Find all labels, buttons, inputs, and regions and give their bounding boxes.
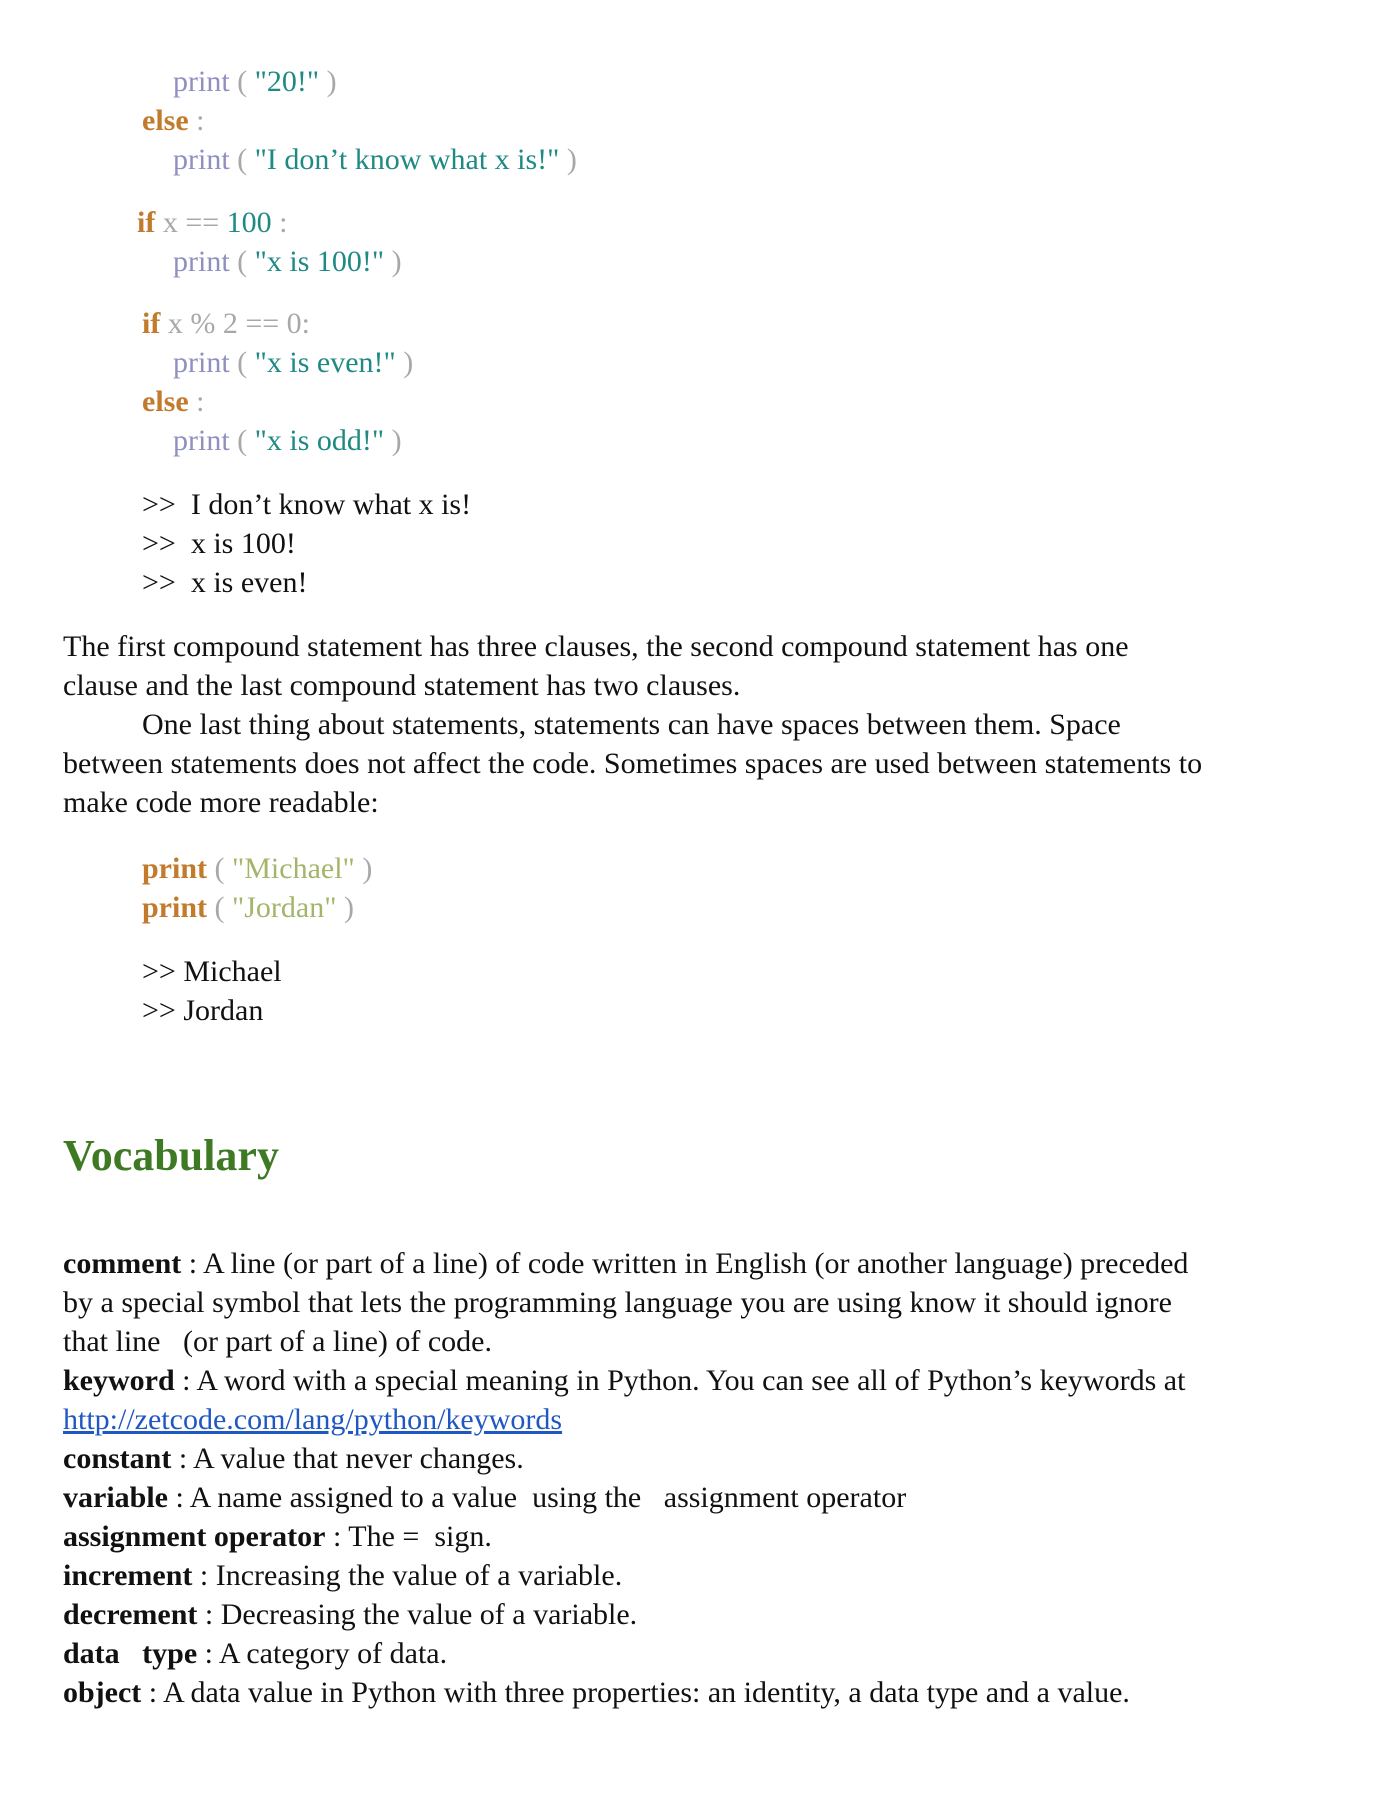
code-line xyxy=(137,204,288,242)
code-punctuation: ) xyxy=(319,65,337,98)
vocab-term: comment xyxy=(63,1247,182,1280)
code-string: "x is 100!" xyxy=(254,245,385,278)
code-punctuation: ) xyxy=(384,245,402,278)
code-function: print xyxy=(173,65,230,98)
code-expression: x == xyxy=(155,206,227,239)
section-heading: Vocabulary xyxy=(63,1131,279,1180)
vocab-definition: : A category of data. xyxy=(197,1637,448,1670)
vocab-definition-line: that line (or part of a line) of code. xyxy=(63,1325,492,1358)
code-line xyxy=(142,889,354,927)
code-line xyxy=(142,102,204,140)
vocab-increment xyxy=(63,1557,622,1595)
vocab-decrement xyxy=(63,1596,637,1634)
code-string: "x is even!" xyxy=(254,346,396,379)
vocab-term: data type xyxy=(63,1637,198,1670)
code-keyword: print xyxy=(142,852,208,885)
code-punctuation: ) xyxy=(559,143,577,176)
code-line xyxy=(173,243,402,281)
vocab-constant xyxy=(63,1440,524,1478)
vocab-term: object xyxy=(63,1676,142,1709)
vocab-object xyxy=(63,1674,1130,1712)
vocab-term: keyword xyxy=(63,1364,175,1397)
vocab-definition: : Increasing the value of a variable. xyxy=(192,1559,623,1592)
vocab-definition: : A value that never changes. xyxy=(171,1442,524,1475)
code-punctuation: ( xyxy=(229,245,255,278)
code-function: print xyxy=(173,245,230,278)
output-line: >> I don’t know what x is! xyxy=(142,488,472,521)
code-string: "Jordan" xyxy=(232,891,337,924)
code-function: print xyxy=(173,424,230,457)
code-punctuation: ( xyxy=(229,424,255,457)
code-punctuation: : xyxy=(271,206,288,239)
vocab-comment xyxy=(63,1245,1188,1283)
code-line xyxy=(173,344,413,382)
code-punctuation: : xyxy=(188,385,205,418)
vocab-definition: : Decreasing the value of a variable. xyxy=(197,1598,638,1631)
code-string: "20!" xyxy=(254,65,320,98)
code-function: print xyxy=(173,143,230,176)
code-expression: x % 2 == 0: xyxy=(160,307,310,340)
code-keyword: if xyxy=(142,307,161,340)
code-punctuation: ) xyxy=(336,891,354,924)
paragraph-line: One last thing about statements, statements can have spaces between them. Space xyxy=(142,708,1121,741)
code-keyword: else xyxy=(142,104,189,137)
vocab-assignment-operator xyxy=(63,1518,492,1556)
code-string: "Michael" xyxy=(232,852,355,885)
paragraph-line: between statements does not affect the code. Sometimes spaces are used between statements to xyxy=(63,747,1203,780)
vocab-data-type xyxy=(63,1635,447,1673)
code-keyword: if xyxy=(137,206,156,239)
vocab-definition: : A word with a special meaning in Python. You can see all of Python’s keywords at xyxy=(174,1364,1186,1397)
paragraph-line: make code more readable: xyxy=(63,786,379,819)
output-line: >> x is 100! xyxy=(142,527,296,560)
vocab-term: variable xyxy=(63,1481,168,1514)
vocab-term: increment xyxy=(63,1559,193,1592)
vocab-term: constant xyxy=(63,1442,172,1475)
code-function: print xyxy=(173,346,230,379)
code-line xyxy=(142,383,204,421)
vocab-definition: : A name assigned to a value using the assignment operator xyxy=(168,1481,907,1514)
output-line: >> Michael xyxy=(142,955,282,988)
code-line xyxy=(173,422,402,460)
code-string: "x is odd!" xyxy=(254,424,385,457)
vocab-term: decrement xyxy=(63,1598,198,1631)
code-punctuation: ) xyxy=(354,852,373,885)
code-string: "I don’t know what x is!" xyxy=(254,143,560,176)
keywords-link[interactable]: http://zetcode.com/lang/python/keywords xyxy=(63,1403,563,1436)
code-punctuation: ) xyxy=(395,346,414,379)
vocab-definition: : The = sign. xyxy=(325,1520,492,1553)
code-punctuation: ( xyxy=(207,852,233,885)
keywords-link-line xyxy=(63,1401,562,1439)
code-punctuation: ( xyxy=(229,346,255,379)
paragraph-line: The first compound statement has three clauses, the second compound statement has one xyxy=(63,630,1129,663)
code-line xyxy=(173,63,337,101)
code-punctuation: ( xyxy=(229,65,255,98)
code-punctuation: ) xyxy=(384,424,402,457)
vocab-term: assignment operator xyxy=(63,1520,326,1553)
code-punctuation: ( xyxy=(207,891,233,924)
code-punctuation: ( xyxy=(229,143,255,176)
paragraph-line: clause and the last compound statement has two clauses. xyxy=(63,669,741,702)
output-line: >> x is even! xyxy=(142,566,308,599)
vocab-keyword xyxy=(63,1362,1185,1400)
code-number: 100 xyxy=(226,206,272,239)
code-line xyxy=(142,305,310,343)
code-line xyxy=(142,850,372,888)
code-keyword: else xyxy=(142,385,189,418)
code-punctuation: : xyxy=(188,104,205,137)
vocab-definition: : A data value in Python with three properties: an identity, a data type and a value. xyxy=(141,1676,1130,1709)
vocab-definition: : A line (or part of a line) of code written in English (or another language) preceded xyxy=(181,1247,1189,1280)
code-line xyxy=(173,141,577,179)
output-line: >> Jordan xyxy=(142,994,264,1027)
vocab-definition-line: by a special symbol that lets the programming language you are using know it should ignore xyxy=(63,1286,1172,1319)
vocab-variable xyxy=(63,1479,906,1517)
code-keyword: print xyxy=(142,891,208,924)
